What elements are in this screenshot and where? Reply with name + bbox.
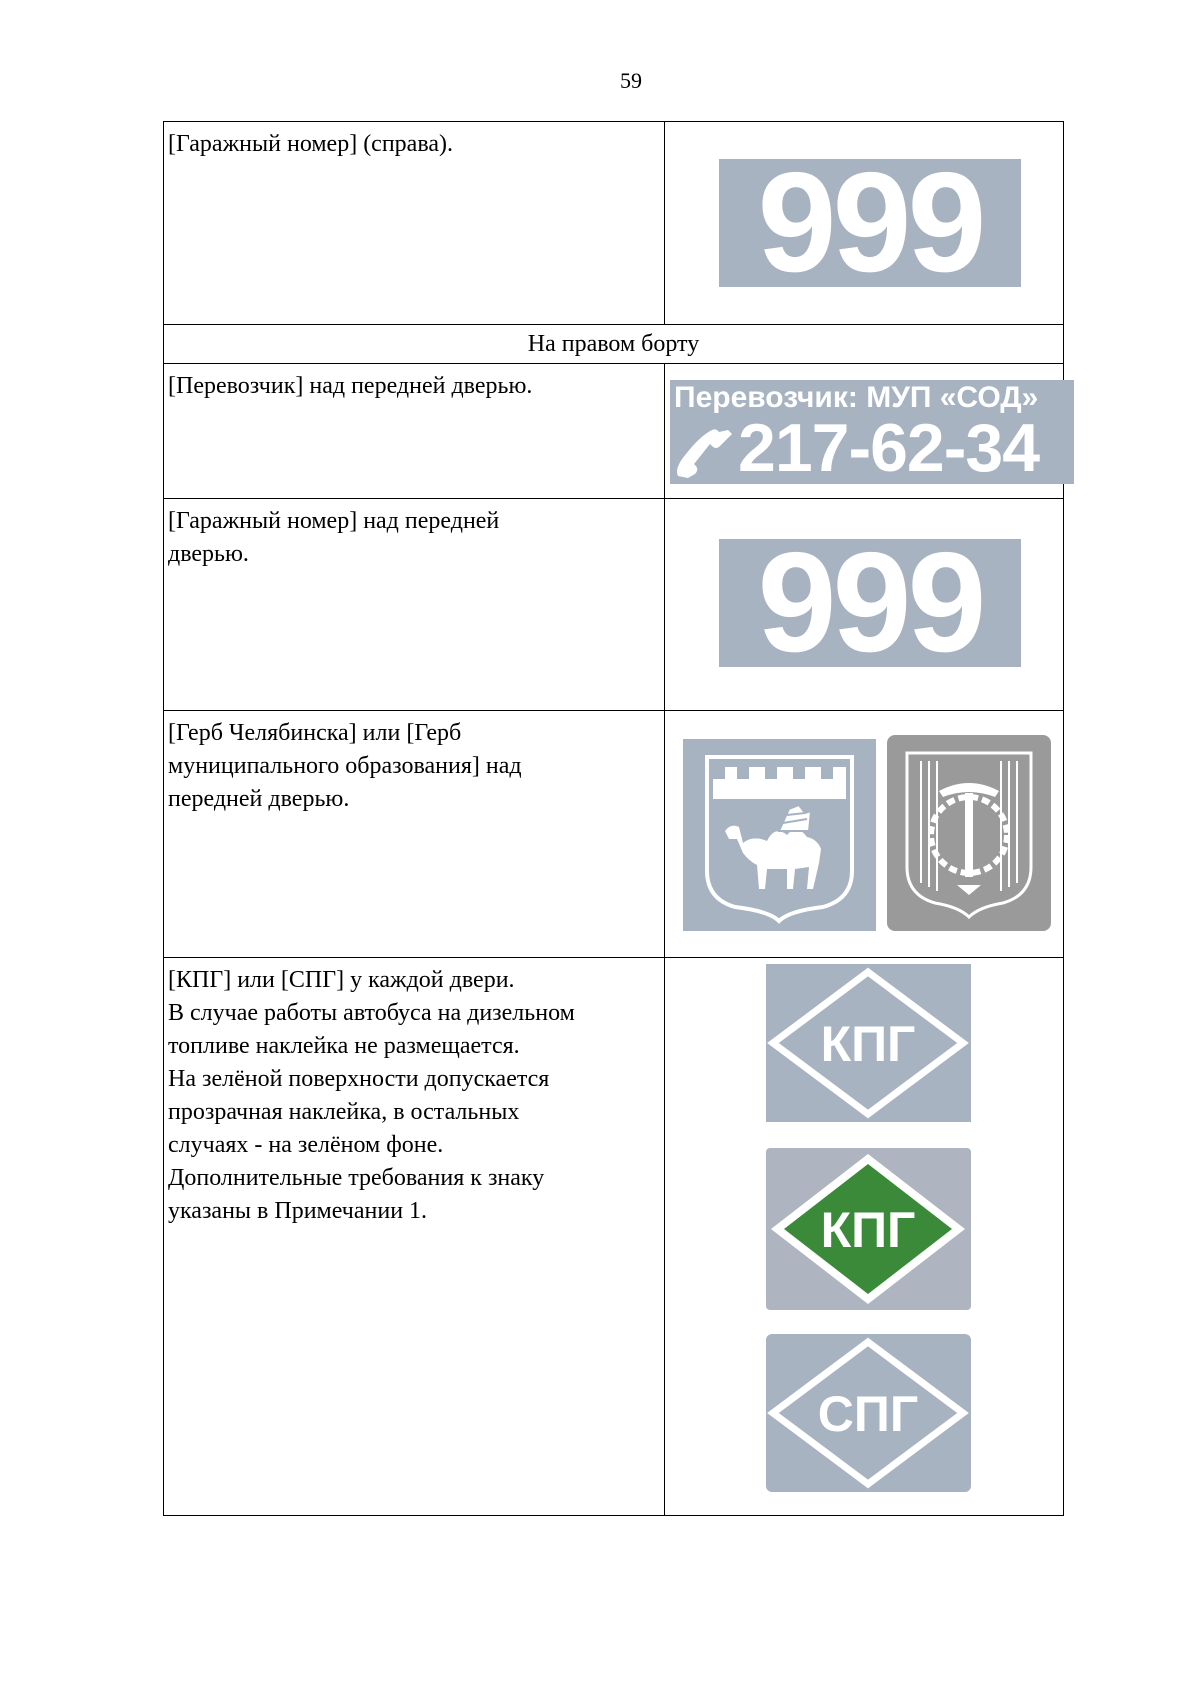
gas-label-line: случаях - на зелёном фоне. — [168, 1132, 444, 1158]
gas-label-line: топливе наклейка не размещается. — [168, 1033, 520, 1059]
row-description — [164, 958, 665, 1516]
table-row — [164, 364, 1064, 499]
gas-label-line: [КПГ] или [СПГ] у каждой двери. — [168, 967, 515, 993]
cng-badge-text: КПГ — [820, 1016, 916, 1072]
garage-number-sign: 999 — [719, 159, 1021, 287]
section-title: На правом борту — [164, 325, 1064, 364]
table-row — [164, 958, 1064, 1516]
garage-right-label: [Гаражный номер] (справа). — [168, 131, 453, 157]
cng-green-badge-text: КПГ — [820, 1202, 916, 1258]
gas-label-line: На зелёной поверхности допускается — [168, 1066, 550, 1092]
municipal-emblem-icon — [887, 735, 1051, 931]
section-row — [164, 325, 1064, 364]
spec-table — [163, 121, 1064, 1516]
cng-green-badge-icon — [766, 1148, 971, 1310]
row-image-cell — [665, 364, 1064, 499]
row-description — [164, 499, 665, 711]
page-number: 59 — [620, 68, 642, 93]
row-image-cell — [665, 122, 1064, 325]
carrier-sign — [670, 380, 1074, 484]
garage-number-sign: 999 — [719, 539, 1021, 667]
cng-badge-icon — [766, 964, 971, 1122]
carrier-name: Перевозчик: МУП «СОД» — [674, 381, 1039, 414]
table-row — [164, 711, 1064, 958]
table-row — [164, 499, 1064, 711]
carrier-phone: 217-62-34 — [738, 410, 1040, 486]
lng-badge-text: СПГ — [817, 1386, 919, 1442]
phone-icon — [676, 428, 734, 478]
gas-label-line: В случае работы автобуса на дизельном — [168, 1000, 575, 1026]
row-description — [164, 364, 665, 499]
lng-badge-icon — [766, 1334, 971, 1492]
carrier-label: [Перевозчик] над передней дверью. — [168, 373, 533, 399]
chelyabinsk-emblem-icon — [683, 739, 876, 931]
row-image-cell — [665, 499, 1064, 711]
coat-label-line: муниципального образования] над — [168, 753, 522, 779]
row-description — [164, 122, 665, 325]
table-row — [164, 122, 1064, 325]
row-description — [164, 711, 665, 958]
garage-front-label-line: дверью. — [168, 541, 249, 567]
garage-front-label-line: [Гаражный номер] над передней — [168, 508, 500, 534]
row-image-cell — [665, 711, 1064, 958]
gas-label-line: Дополнительные требования к знаку — [168, 1165, 545, 1191]
gas-label-line: прозрачная наклейка, в остальных — [168, 1099, 520, 1125]
row-image-cell — [665, 958, 1064, 1516]
coat-label-line: [Герб Челябинска] или [Герб — [168, 720, 462, 746]
coat-label-line: передней дверью. — [168, 786, 350, 812]
gas-label-line: указаны в Примечании 1. — [168, 1198, 428, 1224]
